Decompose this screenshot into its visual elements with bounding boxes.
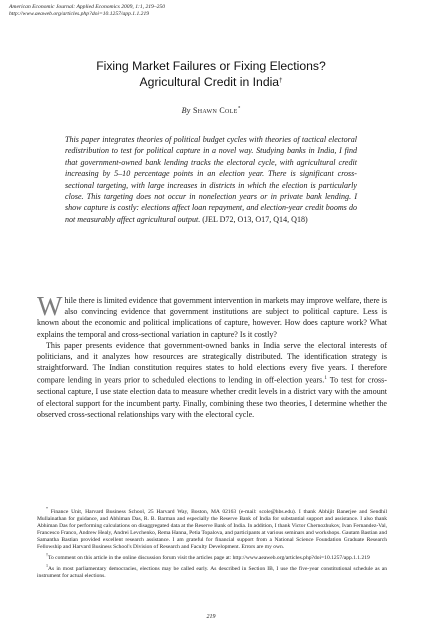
author-star-mark: * [237, 106, 241, 112]
body-paragraph-1-text: hile there is limited evidence that government intervention in markets may improve welfare, there is also convincing evidence that government institutions are subject to political capture. Less is known about the economic and political implications of capture, however. How does capture work? What explains the temporal and cross-sectional variation in capture? Is it costly? [37, 296, 387, 339]
body-paragraph-1 [37, 291, 387, 340]
title-line-2-text: Agricultural Credit in India [139, 75, 280, 89]
footnote-1-text: As in most parliamentary democracies, elections may be called early. As described in Section IB, I use the five-year constitutional schedule as an instrument for actual elections. [37, 566, 387, 580]
title-line-1: Fixing Market Failures or Fixing Elections? [96, 59, 326, 73]
article-title [0, 58, 422, 90]
running-header [9, 4, 165, 18]
author-line [0, 106, 422, 115]
title-dagger-mark: † [279, 78, 283, 84]
footnotes [37, 505, 387, 580]
footnote-dagger [37, 551, 387, 562]
abstract [65, 134, 357, 225]
body-paragraph-2-text-b: To test for cross-sectional capture, I use state election data to measure whether credit levels in a district vary with the amount of electoral support for the incumbent party. Finally, combining these two theories, I determine whether the observed cross-sectional relationships vary with the electoral cycle. [37, 376, 387, 419]
body-paragraph-2 [37, 340, 387, 420]
footnote-dagger-text: To comment on this article in the online discussion forum visit the articles page at: http://www.aeaweb.org/articles.php?doi=10.1257/app.1.1.219 [48, 555, 370, 562]
author-by: By [181, 106, 191, 115]
page-number: 219 [206, 614, 216, 620]
jel-codes: (JEL D72, O13, O17, Q14, Q18) [202, 214, 308, 224]
author-name: Shawn Cole [192, 106, 238, 115]
article-url[interactable]: http://www.aeaweb.org/articles.php?doi=10.1257/app.1.1.219 [9, 11, 150, 17]
footnote-star [37, 505, 387, 551]
abstract-text: This paper integrates theories of political budget cycles with theories of tactical electoral redistribution to test for political capture in a novel way. Studying banks in India, I find that government-owned bank lending tracks the electoral cycle, with agricultural credit increasing by 5–10 percentage points in an election year. There is significant cross-sectional targeting, with large increases in districts in which the election is particularly close. This targeting does not occur in nonelection years or in private bank lending. I show capture is costly: elections affect loan repayment, and election-year credit booms do not measurably affect agricultural output. [65, 135, 357, 224]
drop-cap: W [37, 291, 63, 321]
footnote-dagger-mark: † [46, 552, 48, 558]
body-text [37, 291, 387, 420]
footnote-ref-1[interactable]: 1 [324, 376, 327, 382]
footnote-1-mark: 1 [46, 563, 48, 569]
footnote-star-text: Finance Unit, Harvard Business School, 25 Harvard Way, Boston, MA 02163 (e-mail: scole@hbs.edu). I thank Abhijit Banerjee and Sendhil Mullainathan for guidance, and Abhiman Das, R. B. Barman and especially the Reserve Bank of India for substantial support and assistance. I also thank Abhiman Das for performing calculations on disaggregated data at the Reserve Bank of India. In addition, I thank Victor Chernozhukov, Ivan Fernandez-Val, Francesco Franco, Andrew Healy, Andrei Levchenko, Rema Hanna, Petia Topalova, and participants at various seminars and workshops. Gautam Bastian and Samantha Bastian provided excellent research assistance. I am grateful for financial support from a National Science Foundation Graduate Research Fellowship and Harvard Business School's Division of Research and Faculty Development. Errors are my own. [37, 508, 387, 551]
title-line-2 [0, 74, 422, 90]
body-paragraph-2-text-a: This paper presents evidence that government-owned banks in India serve the electoral interests of politicians, and it analyzes how resources are strategically distributed. The identification strategy is straightforward. The Indian constitution requires states to hold elections every five years. I therefore compare lending in years prior to scheduled elections to lending in off-election years. [37, 340, 387, 386]
footnote-1 [37, 562, 387, 580]
footnote-star-mark: * [46, 506, 48, 511]
journal-citation: American Economic Journal: Applied Economics 2009, 1:1, 219–250 [9, 4, 166, 10]
